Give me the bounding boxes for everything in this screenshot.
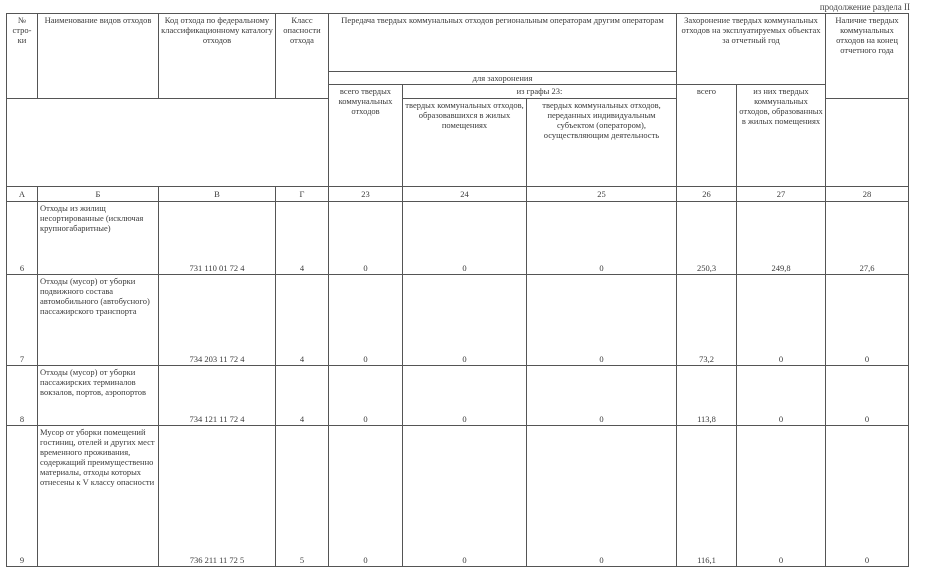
col-number: 27 [737,187,826,202]
row-number: 6 [7,202,38,275]
value-col-26: 116,1 [677,426,737,567]
value-col-23: 0 [329,202,403,275]
header-transfer-group: Передача твердых коммунальных отходов региональным операторам другим операторам [329,14,677,72]
table-row [7,366,909,426]
value-col-24: 0 [403,275,527,366]
header-col-24: твердых коммунальных отходов, образовавшихся в жилых помещениях [403,99,527,187]
value-col-27: 0 [737,366,826,426]
header-col-25: твердых коммунальных отходов, переданных индивидуальным субъектом (оператором), осуществляющим деятельность [527,99,677,187]
value-col-24: 0 [403,366,527,426]
header-disposal-group: Захоронение твердых коммунальных отходов на эксплуатируемых объектах за отчетный год [677,14,826,85]
hazard-class: 4 [276,202,329,275]
value-col-26: 250,3 [677,202,737,275]
header-for-disposal: для захоронения [329,72,677,85]
value-col-28: 0 [826,426,909,567]
waste-name: Отходы из жилищ несортированные (исключая крупногабаритные) [38,202,159,275]
value-col-25: 0 [527,275,677,366]
value-col-28: 27,6 [826,202,909,275]
waste-table [6,13,909,567]
header-col-28: Наличие твердых коммунальных отходов на конец отчетного года [826,14,909,99]
col-number: Г [276,187,329,202]
header-row-number: № стро-ки [7,14,38,99]
col-number: 24 [403,187,527,202]
value-col-23: 0 [329,275,403,366]
value-col-27: 0 [737,426,826,567]
value-col-23: 0 [329,426,403,567]
header-waste-name: Наименование видов отходов [38,14,159,99]
value-col-25: 0 [527,202,677,275]
hazard-class: 5 [276,426,329,567]
col-number: 23 [329,187,403,202]
row-number: 7 [7,275,38,366]
waste-code: 734 121 11 72 4 [159,366,276,426]
table-row [7,426,909,567]
waste-name: Мусор от уборки помещений гостиниц, отелей и других мест временного проживания, содержащий преимущественно материалы, отходы которых отнесены к V классу опасности [38,426,159,567]
table-caption: продолжение раздела II [819,2,910,12]
header-waste-code: Код отхода по федеральному классификационному каталогу отходов [159,14,276,99]
value-col-27: 0 [737,275,826,366]
header-col-23: всего твердых коммунальных отходов [329,85,403,187]
waste-code: 736 211 11 72 5 [159,426,276,567]
row-number: 8 [7,366,38,426]
header-col-27: из них твердых коммунальных отходов, образованных в жилых помещениях [737,85,826,187]
value-col-28: 0 [826,275,909,366]
hazard-class: 4 [276,275,329,366]
col-number: 28 [826,187,909,202]
value-col-23: 0 [329,366,403,426]
waste-code: 734 203 11 72 4 [159,275,276,366]
waste-name: Отходы (мусор) от уборки подвижного состава автомобильного (автобусного) пассажирского транспорта [38,275,159,366]
header-col-26: всего [677,85,737,187]
value-col-25: 0 [527,366,677,426]
value-col-24: 0 [403,202,527,275]
value-col-25: 0 [527,426,677,567]
row-number: 9 [7,426,38,567]
value-col-24: 0 [403,426,527,567]
value-col-28: 0 [826,366,909,426]
header-spacer-28 [826,99,909,187]
col-number: 25 [527,187,677,202]
table-row [7,275,909,366]
value-col-27: 249,8 [737,202,826,275]
col-number: В [159,187,276,202]
table-row [7,202,909,275]
waste-code: 731 110 01 72 4 [159,202,276,275]
value-col-26: 113,8 [677,366,737,426]
col-number: А [7,187,38,202]
header-spacer [7,99,329,187]
header-hazard-class: Класс опасности отхода [276,14,329,99]
column-numbers-row [7,187,909,202]
waste-name: Отходы (мусор) от уборки пассажирских терминалов вокзалов, портов, аэропортов [38,366,159,426]
col-number: 26 [677,187,737,202]
header-from-col-23: из графы 23: [403,85,677,99]
value-col-26: 73,2 [677,275,737,366]
hazard-class: 4 [276,366,329,426]
col-number: Б [38,187,159,202]
